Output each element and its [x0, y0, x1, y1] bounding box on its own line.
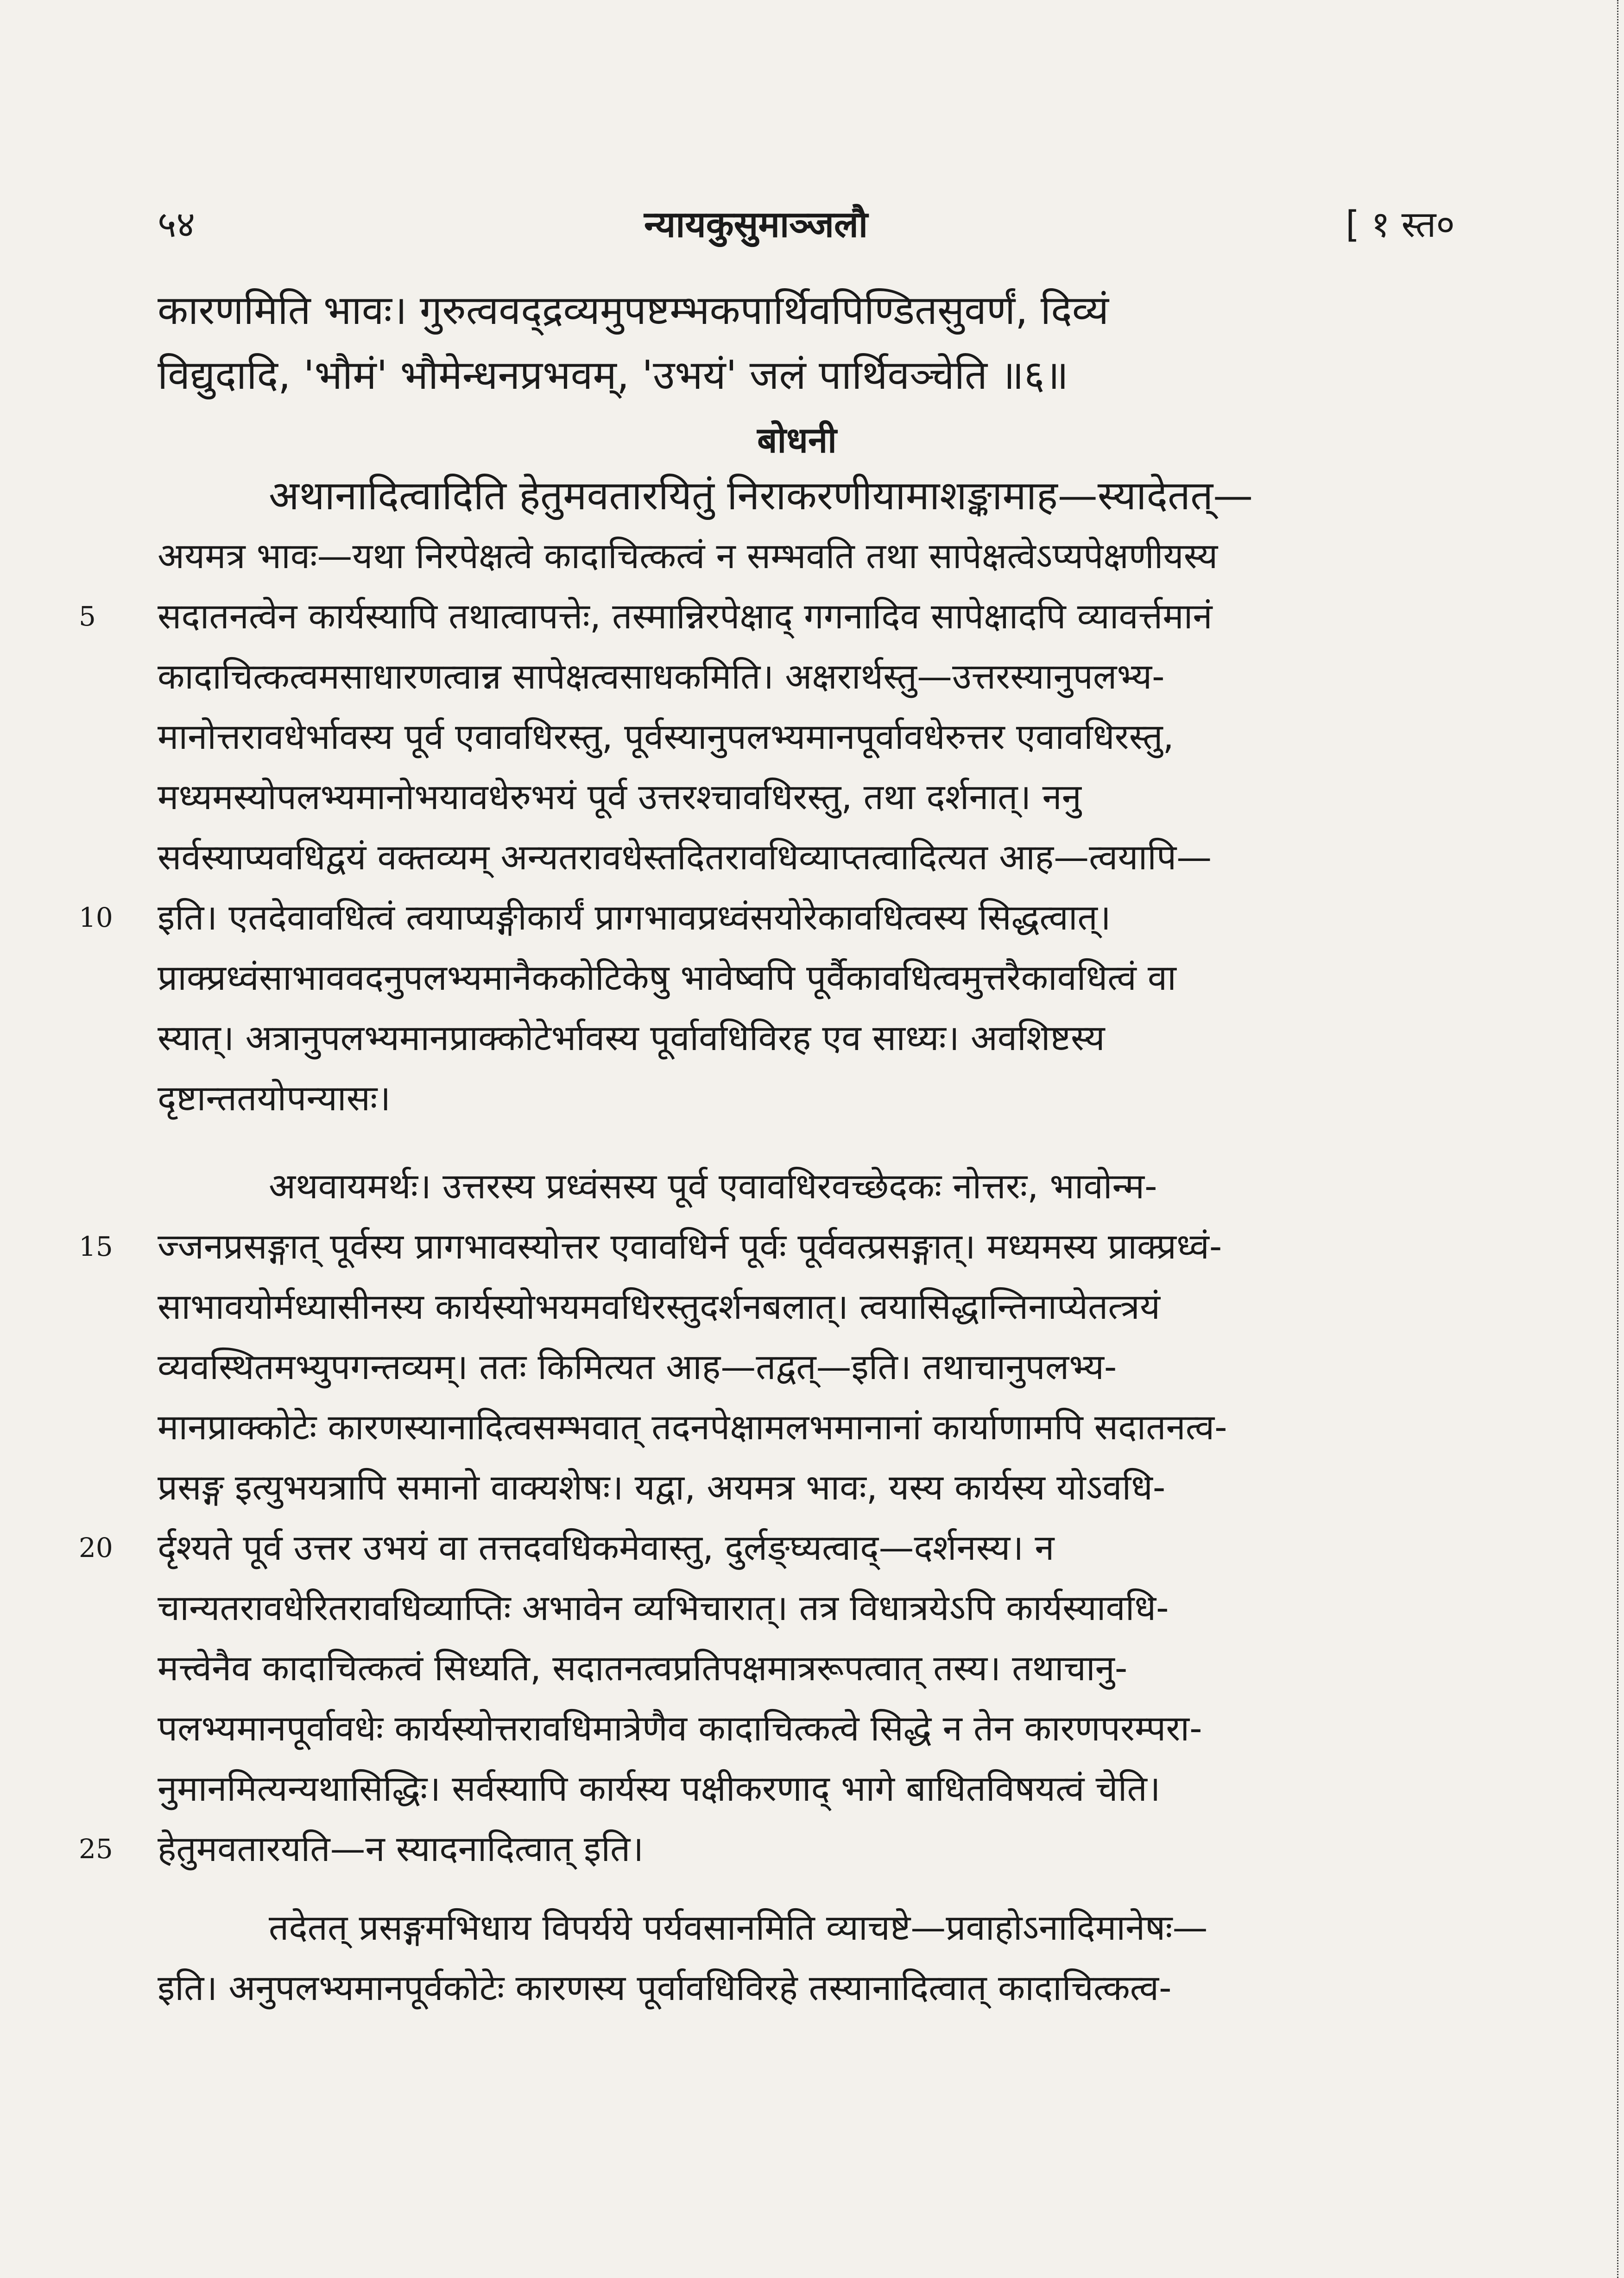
- commentary-line: कादाचित्कत्वमसाधारणत्वान्न सापेक्षत्वसाधकमिति। अक्षरार्थस्तु—उत्तरस्यानुपलभ्य-: [158, 656, 1165, 697]
- commentary-line: हेतुमवतारयति—न स्यादनादित्वात् इति।: [158, 1828, 644, 1869]
- commentary-line: र्दृश्यते पूर्व उत्तर उभयं वा तत्तदवधिकमेवास्तु, दुर्लङ्घ्यत्वाद्—दर्शनस्य। न: [158, 1527, 1055, 1568]
- line-number: 15: [79, 1231, 113, 1262]
- commentary-line: इति। अनुपलभ्यमानपूर्वकोटेः कारणस्य पूर्वावधिविरहे तस्यानादित्वात् कादाचित्कत्व-: [158, 1967, 1172, 2008]
- commentary-line: व्यवस्थितमभ्युपगन्तव्यम्। ततः किमित्यत आह—तद्वत्—इति। तथाचानुपलभ्य-: [158, 1346, 1117, 1387]
- commentary-line: सदातनत्वेन कार्यस्यापि तथात्वापत्तेः, तस्मान्निरपेक्षाद् गगनादिव सापेक्षादपि व्यावर्त्तमानं: [158, 595, 1213, 637]
- page-number: ५४: [158, 204, 196, 246]
- commentary-line: प्राक्प्रध्वंसाभाववदनुपलभ्यमानैककोटिकेषु भावेष्वपि पूर्वैकावधित्वमुत्तरैकावधित्वं वा: [158, 957, 1176, 998]
- commentary-line: अथवायमर्थः। उत्तरस्य प्रध्वंसस्य पूर्व एवावधिरवच्छेदकः नोत्तरः, भावोन्म-: [269, 1165, 1157, 1207]
- commentary-line: चान्यतरावधेरितरावधिव्याप्तिः अभावेन व्यभिचारात्। तत्र विधात्रयेऽपि कार्यस्यावधि-: [158, 1587, 1169, 1628]
- commentary-line: तदेतत् प्रसङ्गमभिधाय विपर्यये पर्यवसानमिति व्याचष्टे—प्रवाहोऽनादिमानेषः—: [269, 1907, 1208, 1948]
- commentary-line: मध्यमस्योपलभ्यमानोभयावधेरुभयं पूर्व उत्तरश्चावधिरस्तु, तथा दर्शनात्। ननु: [158, 776, 1081, 817]
- commentary-line: ज्जनप्रसङ्गात् पूर्वस्य प्रागभावस्योत्तर एवावधिर्न पूर्वः पूर्ववत्प्रसङ्गात्। मध्यमस्य प्राक्प्रध्वं-: [158, 1226, 1222, 1267]
- commentary-line: नुमानमित्यन्यथासिद्धिः। सर्वस्यापि कार्यस्य पक्षीकरणाद् भागे बाधितविषयत्वं चेति।: [158, 1768, 1161, 1809]
- commentary-line: अयमत्र भावः—यथा निरपेक्षत्वे कादाचित्कत्वं न सम्भवति तथा सापेक्षत्वेऽप्यपेक्षणीयस्य: [158, 535, 1218, 576]
- commentary-line: मानप्राक्कोटेः कारणस्यानादित्वसम्भवात् तदनपेक्षामलभमानानां कार्याणामपि सदातनत्व-: [158, 1406, 1227, 1448]
- running-title: न्यायकुसुमाञ्जलौ: [644, 204, 868, 246]
- commentary-line: प्रसङ्ग इत्युभयत्रापि समानो वाक्यशेषः। यद्वा, अयमत्र भावः, यस्य कार्यस्य योऽवधि-: [158, 1467, 1166, 1508]
- commentary-heading: बोधनी: [757, 419, 837, 461]
- commentary-line: दृष्टान्ततयोपन्यासः।: [158, 1077, 391, 1119]
- commentary-line: स्यात्। अत्रानुपलभ्यमानप्राक्कोटेर्भावस्य पूर्वावधिविरह एव साध्यः। अवशिष्टस्य: [158, 1017, 1105, 1058]
- section-marker: [ १ स्त०: [1346, 204, 1455, 246]
- commentary-line: मानोत्तरावधेर्भावस्य पूर्व एवावधिरस्तु, पूर्वस्यानुपलभ्यमानपूर्वावधेरुत्तर एवावधिरस्तु,: [158, 716, 1174, 757]
- page-edge-rule: [1617, 0, 1621, 2278]
- commentary-line: मत्त्वेनैव कादाचित्कत्वं सिध्यति, सदातनत्वप्रतिपक्षमात्ररूपत्वात् तस्य। तथाचानु-: [158, 1647, 1128, 1689]
- commentary-line: अथानादित्वादिति हेतुमवतारयितुं निराकरणीयामाशङ्कामाह—स्यादेतत्—: [269, 473, 1253, 519]
- line-number: 25: [79, 1833, 113, 1865]
- upper-text-line: विद्युदादि, 'भौमं' भौमेन्धनप्रभवम्, 'उभयं' जलं पार्थिवञ्चेति ॥६॥: [158, 352, 1069, 399]
- upper-text-line: कारणमिति भावः। गुरुत्ववद्द्रव्यमुपष्टम्भकपार्थिवपिण्डितसुवर्णं, दिव्यं: [158, 287, 1109, 334]
- line-number: 20: [79, 1532, 113, 1563]
- commentary-line: सर्वस्याप्यवधिद्वयं वक्तव्यम् अन्यतरावधेस्तदितरावधिव्याप्तत्वादित्यत आह—त्वयापि—: [158, 836, 1212, 878]
- commentary-line: पलभ्यमानपूर्वावधेः कार्यस्योत्तरावधिमात्रेणैव कादाचित्कत्वे सिद्धे न तेन कारणपरम्परा-: [158, 1708, 1202, 1749]
- commentary-line: साभावयोर्मध्यासीनस्य कार्यस्योभयमवधिरस्तुदर्शनबलात्। त्वयासिद्धान्तिनाप्येतत्त्रयं: [158, 1286, 1160, 1327]
- line-number: 10: [79, 902, 113, 933]
- commentary-line: इति। एतदेवावधित्वं त्वयाप्यङ्गीकार्यं प्रागभावप्रध्वंसयोरेकावधित्वस्य सिद्धत्वात्।: [158, 897, 1111, 938]
- line-number: 5: [79, 601, 96, 632]
- page-header: [158, 199, 1455, 250]
